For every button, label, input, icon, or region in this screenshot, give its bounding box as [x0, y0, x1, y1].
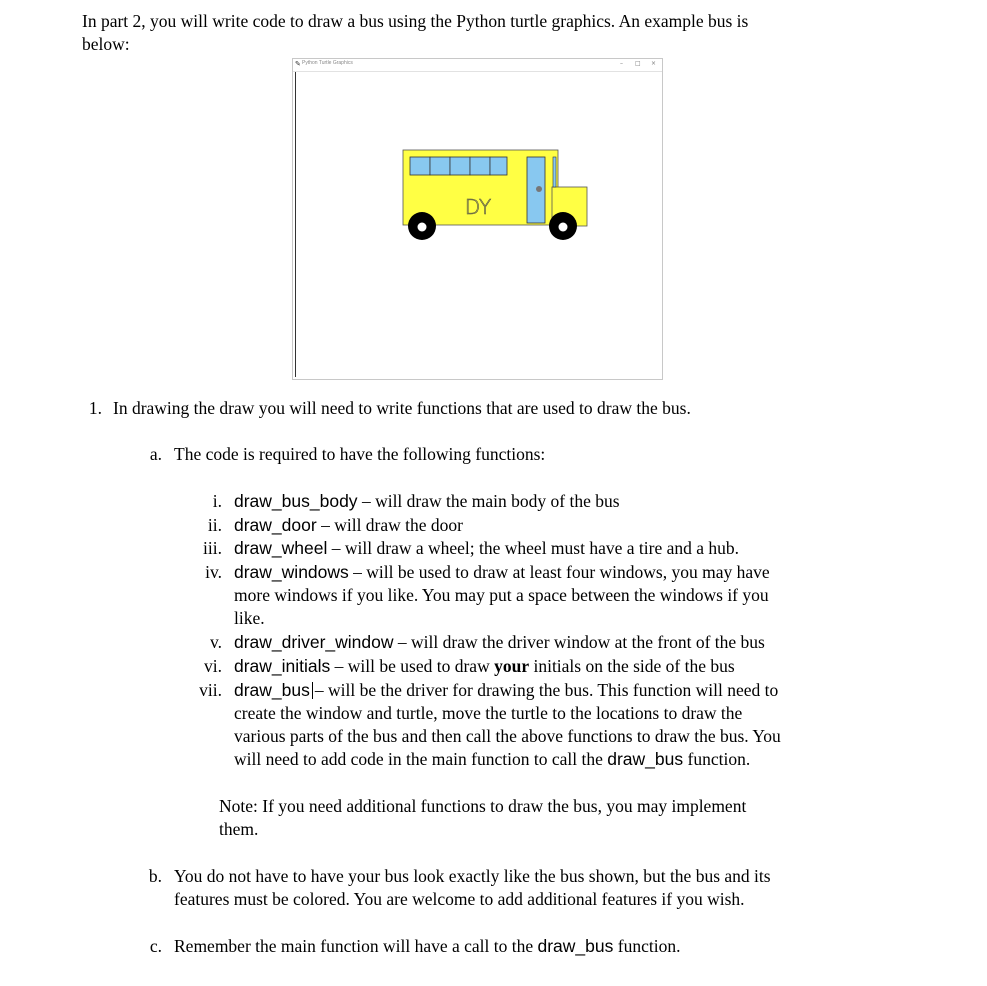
- function-desc: – will be the driver for drawing the bus. This function will need to: [314, 680, 779, 700]
- close-icon[interactable]: ×: [651, 60, 657, 67]
- bus-drawing: [293, 59, 662, 379]
- wheel-hub: [418, 223, 427, 232]
- function-marker: i.: [212, 491, 222, 511]
- list-item-c-text: Remember the main function will have a call to the: [174, 936, 538, 956]
- function-marker: v.: [210, 632, 222, 652]
- turtle-window: [292, 58, 663, 380]
- list-marker-1: 1.: [88, 398, 102, 418]
- function-name: draw_bus_body: [234, 491, 358, 511]
- bus-window: [450, 157, 470, 175]
- intro-line-2: below:: [82, 34, 130, 54]
- function-name: draw_door: [234, 515, 317, 535]
- function-item: [234, 537, 884, 560]
- list-marker-c: c.: [149, 936, 162, 956]
- function-desc: – will draw the main body of the bus: [357, 491, 620, 511]
- emphasis-your: your: [494, 656, 530, 676]
- bus-window: [430, 157, 450, 175]
- function-item: [234, 655, 884, 678]
- function-item: [234, 631, 884, 654]
- driver-window: [553, 157, 556, 187]
- function-desc: initials on the side of the bus: [529, 656, 735, 676]
- function-marker: iii.: [203, 538, 222, 558]
- function-item: [234, 679, 884, 771]
- function-name-inline: draw_bus: [607, 749, 684, 769]
- function-desc: – will draw a wheel; the wheel must have a tire and a hub.: [327, 538, 739, 558]
- function-desc-cont: various parts of the bus and then call the above functions to draw the bus. You: [234, 726, 781, 746]
- function-name: draw_bus: [234, 680, 310, 700]
- function-desc: – will draw the driver window at the front of the bus: [393, 632, 765, 652]
- function-desc: – will be used to draw: [330, 656, 495, 676]
- maximize-icon[interactable]: □: [635, 60, 641, 67]
- function-marker: vii.: [199, 680, 222, 700]
- bus-window: [470, 157, 490, 175]
- feather-icon: ✎: [295, 60, 301, 68]
- bus-initials: DY: [464, 195, 492, 219]
- function-marker: iv.: [205, 562, 222, 582]
- bus-window: [410, 157, 430, 175]
- function-marker: vi.: [204, 656, 222, 676]
- text-cursor: [312, 682, 313, 699]
- function-desc: – will draw the door: [316, 515, 463, 535]
- function-desc-cont: function.: [683, 749, 751, 769]
- function-name: draw_windows: [234, 562, 349, 582]
- list-item-c: [174, 935, 894, 958]
- door-knob: [536, 186, 542, 192]
- bus-window: [490, 157, 507, 175]
- list-marker-a: a.: [149, 444, 162, 464]
- intro-line-1: In part 2, you will write code to draw a bus using the Python turtle graphics. An example bus is: [82, 11, 749, 31]
- intro-paragraph: [82, 10, 882, 56]
- function-name-inline: draw_bus: [537, 936, 614, 956]
- function-item: [234, 561, 884, 630]
- function-desc-cont: like.: [234, 608, 265, 628]
- note-line-1: Note: If you need additional functions to draw the bus, you may implement: [219, 796, 747, 816]
- function-desc-cont: more windows if you like. You may put a space between the windows if you: [234, 585, 769, 605]
- function-name: draw_driver_window: [234, 632, 394, 652]
- function-desc: – will be used to draw at least four windows, you may have: [348, 562, 770, 582]
- list-item-b: [174, 865, 894, 911]
- list-item-c-text: function.: [613, 936, 681, 956]
- bus-door: [527, 157, 545, 223]
- list-item-b-line-1: You do not have to have your bus look exactly like the bus shown, but the bus and its: [174, 866, 771, 886]
- function-item: [234, 490, 884, 513]
- minimize-icon[interactable]: –: [620, 60, 623, 67]
- function-item: [234, 514, 884, 537]
- function-desc-cont: create the window and turtle, move the turtle to the locations to draw the: [234, 703, 743, 723]
- wheel-hub: [559, 223, 568, 232]
- function-name: draw_initials: [234, 656, 331, 676]
- function-marker: ii.: [207, 515, 222, 535]
- function-name: draw_wheel: [234, 538, 328, 558]
- turtle-window-title: Python Turtle Graphics: [302, 60, 353, 66]
- function-desc-cont: will need to add code in the main function to call the: [234, 749, 608, 769]
- note: [219, 795, 859, 841]
- list-marker-b: b.: [148, 866, 162, 886]
- list-item-b-line-2: features must be colored. You are welcome to add additional features if you wish.: [174, 889, 745, 909]
- list-item-1: In drawing the draw you will need to write functions that are used to draw the bus.: [113, 398, 691, 418]
- note-line-2: them.: [219, 819, 259, 839]
- list-item-a: The code is required to have the following functions:: [174, 444, 546, 464]
